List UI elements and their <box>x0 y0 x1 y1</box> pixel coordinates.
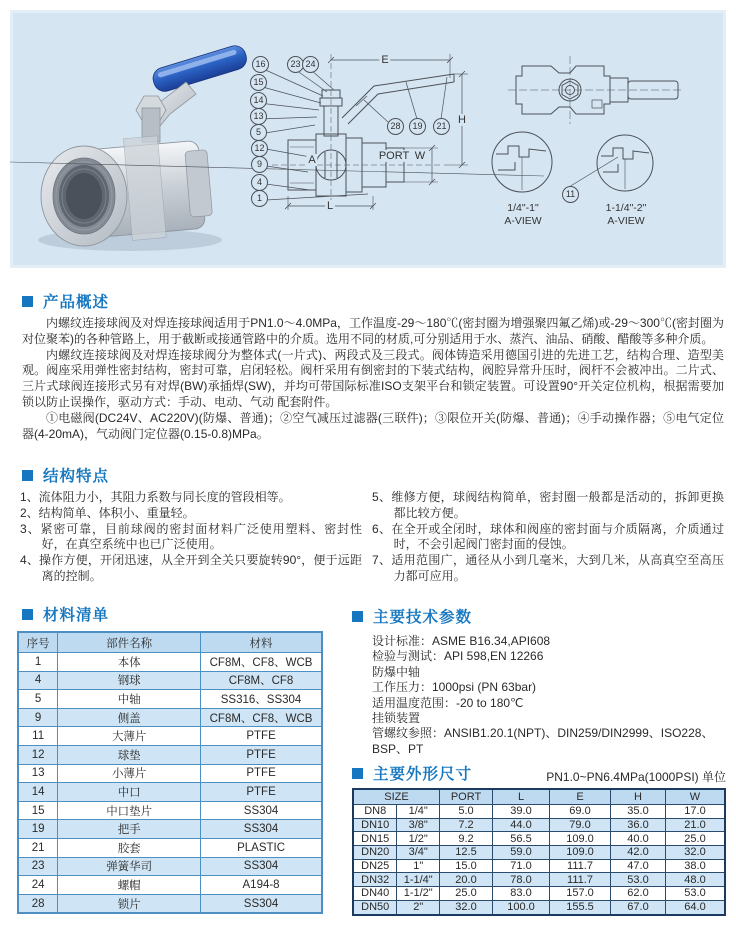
table-cell: 12.5 <box>440 846 493 860</box>
table-header-row <box>18 632 322 653</box>
callout-circle: 9 <box>251 156 268 173</box>
table-cell: DN50 <box>353 900 397 914</box>
features-right-column <box>372 490 724 585</box>
callout-circle: 5 <box>250 124 267 141</box>
table-cell: 1 <box>18 653 58 672</box>
table-cell: 28 <box>18 894 58 913</box>
dimensions-table <box>352 788 726 916</box>
list-item: ①电磁阀(DC24V、AC220V)(防爆、普通)；②空气减压过滤器(三联件)；③限位开关(防爆、普通)；④手动操作器；⑤电气定位器(4-20mA)，气动阀门定位器(0.15-0.8)MPa。 <box>22 410 724 441</box>
table-cell: CF8M、CF8、WCB <box>201 653 322 672</box>
list-item: 设计标准：ASME B16.34,API608 <box>372 634 551 648</box>
table-cell: 111.7 <box>550 859 611 873</box>
a-view-name: A-VIEW <box>607 215 645 227</box>
table-cell: 本体 <box>58 653 201 672</box>
bullet-square-icon <box>22 470 33 481</box>
table-cell: 1/4" <box>397 805 440 819</box>
table-row <box>353 846 725 860</box>
table-cell: DN25 <box>353 859 397 873</box>
section-header-tech-params <box>352 605 472 627</box>
list-item: 6、在全开或全闭时，球体和阀座的密封面与介质隔离，介质通过时，不会引起阀门密封面的侵蚀。 <box>372 521 724 552</box>
table-cell: 100.0 <box>493 900 550 914</box>
table-row <box>353 873 725 887</box>
column-header: L <box>493 789 550 805</box>
table-cell: SS304 <box>201 894 322 913</box>
dim-label-a: A <box>308 154 316 166</box>
list-item: 工作压力：1000psi (PN 63bar) <box>372 680 537 695</box>
bullet-square-icon <box>352 611 363 622</box>
list-item: 内螺纹连接球阀及对焊连接球阀适用于PN1.0～4.0MPa，工作温度-29～180℃(密封圈为增强聚四氟乙烯)或-29～300℃(密封圈为对位聚苯)的各种管路上，用于截断或接通管路中的介质。选用不同的材质,可分别适用于水、蒸汽、油品、硝酸、醋酸等多种介质。 <box>22 316 724 346</box>
list-item: 挂锁装置 <box>372 711 421 726</box>
bullet-square-icon <box>22 296 33 307</box>
callout-circle: 28 <box>387 118 404 135</box>
bullet-square-icon <box>352 768 363 779</box>
table-cell: 中轴 <box>58 690 201 709</box>
table-cell: 钢球 <box>58 671 201 690</box>
section-header-overview <box>22 290 109 312</box>
table-cell: DN10 <box>353 818 397 832</box>
callout-circle: 4 <box>251 174 268 191</box>
table-row <box>18 708 322 727</box>
table-cell: 大薄片 <box>58 727 201 746</box>
table-cell: 109.0 <box>550 846 611 860</box>
table-row <box>18 783 322 802</box>
table-row <box>18 820 322 839</box>
a-view-size: 1/4"-1" <box>507 202 539 214</box>
table-row <box>18 671 322 690</box>
table-row <box>18 876 322 895</box>
a-view-caption <box>504 202 541 228</box>
column-header: E <box>550 789 611 805</box>
table-cell: 17.0 <box>666 805 726 819</box>
list-item: 7、适用范围广，通径从小到几毫米，大到几米，从高真空至高压力都可应用。 <box>372 553 724 583</box>
table-cell: 35.0 <box>611 805 666 819</box>
table-cell: 79.0 <box>550 818 611 832</box>
table-cell: 弹簧华司 <box>58 857 201 876</box>
table-cell: DN40 <box>353 887 397 901</box>
table-cell: 109.0 <box>550 832 611 846</box>
column-header: H <box>611 789 666 805</box>
table-cell: CF8M、CF8 <box>201 671 322 690</box>
list-item: 内螺纹连接球阀及对焊连接球阀分为整体式(一片式)、两段式及三段式。阀体铸造采用德国引进的先进工艺，结构合理、造型美观。阀座采用弹性密封结构，密封可靠，启闭轻松。阀杆采用有倒密封的下装式结构，阀腔异常升压时，阀杆不会被冲出。二片式、三片式球阀连接形式另有对焊(BW)承插焊(SW)，并均可带国际标准ISO支架平台和锁定装置。可设置90°开关定位机构，根据需要加锁以防止误操作，驱动方式：手动、电动、气动 配套附件。 <box>22 347 724 409</box>
dim-label-e: E <box>381 54 389 66</box>
table-cell: 3/8" <box>397 818 440 832</box>
table-cell: 24 <box>18 876 58 895</box>
table-cell: 球垫 <box>58 745 201 764</box>
table-cell: 32.0 <box>440 900 493 914</box>
dim-label-w: W <box>414 150 426 162</box>
table-cell: 44.0 <box>493 818 550 832</box>
table-cell: 59.0 <box>493 846 550 860</box>
table-cell: 32.0 <box>666 846 726 860</box>
table-cell: DN8 <box>353 805 397 819</box>
table-cell: 69.0 <box>550 805 611 819</box>
table-cell: 螺帽 <box>58 876 201 895</box>
table-cell: 中口垫片 <box>58 801 201 820</box>
table-cell: CF8M、CF8、WCB <box>201 708 322 727</box>
callout-circle: 1 <box>251 190 268 207</box>
column-header: SIZE <box>353 789 440 805</box>
table-row <box>18 745 322 764</box>
bullet-square-icon <box>22 609 33 620</box>
table-cell: 侧盖 <box>58 708 201 727</box>
table-cell: SS304 <box>201 801 322 820</box>
table-cell: 14 <box>18 783 58 802</box>
callout-circle: 16 <box>252 56 269 73</box>
callout-circle: 14 <box>250 92 267 109</box>
list-item: 2、结构简单、体积小、重量轻。 <box>20 505 195 520</box>
table-cell: 1-1/4" <box>397 873 440 887</box>
table-cell: 38.0 <box>666 859 726 873</box>
column-header: PORT <box>440 789 493 805</box>
table-cell: 47.0 <box>611 859 666 873</box>
features-left-column <box>20 490 362 585</box>
table-row <box>353 887 725 901</box>
a-view-name: A-VIEW <box>504 215 542 227</box>
dim-label-port: PORT <box>378 150 410 162</box>
table-cell: 1" <box>397 859 440 873</box>
table-cell: 15.0 <box>440 859 493 873</box>
callout-circle: 23 <box>287 56 304 73</box>
table-cell: 把手 <box>58 820 201 839</box>
table-row <box>18 690 322 709</box>
list-item: 防爆中轴 <box>372 664 421 679</box>
callout-circle: 15 <box>250 74 267 91</box>
table-cell: PTFE <box>201 783 322 802</box>
table-cell: 56.5 <box>493 832 550 846</box>
table-cell: 2" <box>397 900 440 914</box>
dim-label-h: H <box>458 114 466 126</box>
section-header-materials <box>22 603 109 625</box>
table-row <box>18 894 322 913</box>
table-cell: PTFE <box>201 727 322 746</box>
table-row <box>353 859 725 873</box>
callout-circle: 13 <box>250 108 267 125</box>
table-cell: 1/2" <box>397 832 440 846</box>
dim-label-l: L <box>326 200 334 212</box>
list-item: 适用温度范围：-20 to 180℃ <box>372 695 524 710</box>
table-row <box>18 838 322 857</box>
column-header: 序号 <box>18 632 58 653</box>
callout-circle: 11 <box>562 186 579 203</box>
hero-panel <box>10 10 726 268</box>
materials-table <box>17 631 323 914</box>
table-cell: 7.2 <box>440 818 493 832</box>
list-item: 1、流体阻力小，其阻力系数与同长度的管段相等。 <box>20 490 291 504</box>
table-cell: 胶套 <box>58 838 201 857</box>
column-header: W <box>666 789 726 805</box>
table-cell: 23 <box>18 857 58 876</box>
top-view-drawing <box>508 56 684 124</box>
dimensions-note: PN1.0~PN6.4MPa(1000PSI) 单位 <box>546 770 726 784</box>
table-cell: PTFE <box>201 764 322 783</box>
table-cell: 11 <box>18 727 58 746</box>
table-cell: 小薄片 <box>58 764 201 783</box>
valve-photo <box>38 43 249 251</box>
table-cell: 39.0 <box>493 805 550 819</box>
table-cell: 4 <box>18 671 58 690</box>
table-header-row <box>353 789 725 805</box>
table-cell: 25.0 <box>440 887 493 901</box>
column-header: 部件名称 <box>58 632 201 653</box>
table-row <box>18 764 322 783</box>
table-row <box>353 832 725 846</box>
table-cell: 3/4" <box>397 846 440 860</box>
table-row <box>18 801 322 820</box>
table-cell: 78.0 <box>493 873 550 887</box>
list-item: 4、操作方便，开闭迅速，从全开到全关只要旋转90°，便于远距离的控制。 <box>20 553 362 583</box>
table-cell: 21 <box>18 838 58 857</box>
table-cell: 83.0 <box>493 887 550 901</box>
table-row <box>353 818 725 832</box>
column-header: 材料 <box>201 632 322 653</box>
list-item: 管螺纹参照：ANSIB1.20.1(NPT)、DIN259/DIN2999、ISO228、BSP、PT <box>372 726 714 756</box>
overview-paragraphs <box>22 316 724 442</box>
table-cell: 5 <box>18 690 58 709</box>
table-row <box>18 727 322 746</box>
table-cell: 13 <box>18 764 58 783</box>
a-view-size: 1-1/4"-2" <box>605 202 647 214</box>
table-cell: 中口 <box>58 783 201 802</box>
table-row <box>18 857 322 876</box>
table-cell: 42.0 <box>611 846 666 860</box>
section-title: 主要外形尺寸 <box>373 766 473 783</box>
tech-params-lines <box>372 634 726 757</box>
valve-artwork <box>10 10 726 268</box>
table-cell: SS316、SS304 <box>201 690 322 709</box>
table-cell: 9 <box>18 708 58 727</box>
section-title: 结构特点 <box>43 468 110 485</box>
table-cell: 19 <box>18 820 58 839</box>
table-cell: DN20 <box>353 846 397 860</box>
callout-circle: 19 <box>409 118 426 135</box>
section-title: 主要技术参数 <box>373 609 473 626</box>
table-cell: 40.0 <box>611 832 666 846</box>
table-cell: 15 <box>18 801 58 820</box>
table-cell: 67.0 <box>611 900 666 914</box>
callout-circle: 21 <box>433 118 450 135</box>
callout-circle: 12 <box>251 140 268 157</box>
table-cell: 155.5 <box>550 900 611 914</box>
list-item: 5、维修方便，球阀结构简单，密封圈一般都是活动的，拆卸更换都比较方便。 <box>372 490 724 520</box>
table-cell: 62.0 <box>611 887 666 901</box>
table-cell: 111.7 <box>550 873 611 887</box>
table-cell: 157.0 <box>550 887 611 901</box>
table-cell: 36.0 <box>611 818 666 832</box>
table-cell: 21.0 <box>666 818 726 832</box>
table-cell: 64.0 <box>666 900 726 914</box>
table-cell: SS304 <box>201 857 322 876</box>
table-cell: PLASTIC <box>201 838 322 857</box>
table-cell: 锁片 <box>58 894 201 913</box>
table-row <box>353 805 725 819</box>
a-view-caption <box>606 202 647 228</box>
table-cell: 9.2 <box>440 832 493 846</box>
callout-circle: 24 <box>302 56 319 73</box>
table-cell: SS304 <box>201 820 322 839</box>
table-cell: 1-1/2" <box>397 887 440 901</box>
table-cell: 20.0 <box>440 873 493 887</box>
table-cell: 12 <box>18 745 58 764</box>
table-cell: 53.0 <box>611 873 666 887</box>
table-row <box>18 653 322 672</box>
table-cell: DN15 <box>353 832 397 846</box>
table-row <box>353 900 725 914</box>
table-cell: 25.0 <box>666 832 726 846</box>
section-title: 产品概述 <box>43 294 110 311</box>
section-header-features <box>22 464 109 486</box>
table-cell: DN32 <box>353 873 397 887</box>
list-item: 检验与测试：API 598,EN 12266 <box>372 649 544 664</box>
table-cell: 71.0 <box>493 859 550 873</box>
section-header-dimensions <box>352 762 472 784</box>
table-cell: 48.0 <box>666 873 726 887</box>
section-title: 材料清单 <box>43 607 110 624</box>
table-cell: A194-8 <box>201 876 322 895</box>
list-item: 3、紧密可靠，目前球阀的密封面材料广泛使用塑料、密封性好，在真空系统中也已广泛使用。 <box>20 521 362 552</box>
table-cell: PTFE <box>201 745 322 764</box>
table-cell: 53.0 <box>666 887 726 901</box>
table-cell: 5.0 <box>440 805 493 819</box>
